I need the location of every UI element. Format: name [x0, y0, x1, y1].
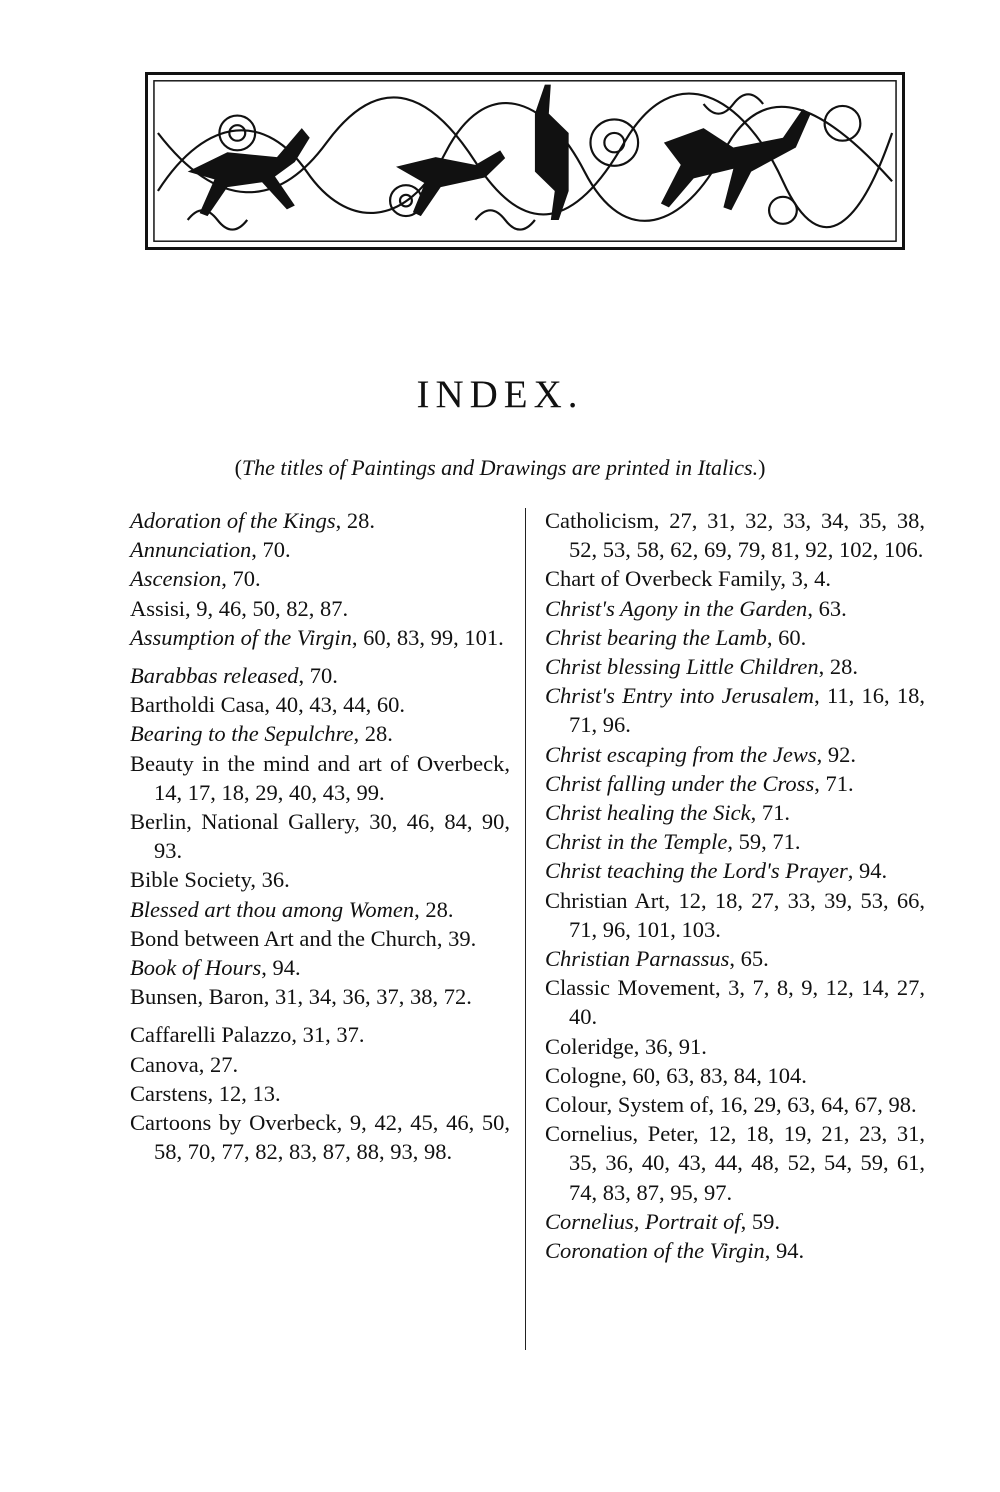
index-entry-pages: , 71. [814, 770, 854, 796]
index-entry [130, 623, 510, 652]
index-entry-title: Bearing to the Sepulchre [130, 721, 354, 747]
index-entry [130, 564, 510, 593]
index-entry [545, 1090, 925, 1119]
index-entry-pages: , 27. [198, 1051, 239, 1077]
page-subtitle [0, 455, 1000, 481]
index-entry-title: Bond between Art and the Church [130, 925, 437, 951]
index-entry-title: Catholicism [545, 508, 654, 533]
page-title: INDEX. [416, 373, 584, 416]
index-entry-pages: , 28. [414, 896, 454, 922]
index-entry-title: Christ healing the Sick [545, 800, 751, 826]
index-entry [130, 719, 510, 748]
index-entry-pages: , 3, 4. [780, 566, 831, 592]
index-entry [545, 681, 925, 739]
index-entry [545, 798, 925, 827]
index-entry [545, 856, 925, 885]
index-entry [130, 594, 510, 623]
index-entry-title: Berlin, National Gallery [130, 809, 355, 835]
index-entry-title: Adoration of the Kings [130, 508, 336, 533]
index-entry-pages: , 70. [251, 537, 291, 563]
index-entry-pages: , 36. [250, 867, 290, 893]
index-entry-pages: , 14, 17, 18, 29, 40, 43, 99. [154, 750, 510, 805]
index-entry-title: Carstens [130, 1080, 208, 1106]
index-entry-pages: , 36, 91. [633, 1033, 707, 1059]
index-entry [130, 982, 510, 1011]
index-entry-pages: , 16, 29, 63, 64, 67, 98. [708, 1092, 917, 1118]
index-entry-pages: , 59. [740, 1208, 781, 1234]
index-entry-pages: , 71. [750, 800, 790, 826]
index-entry [130, 1050, 510, 1079]
index-entry-pages: , 31, 34, 36, 37, 38, 72. [263, 984, 472, 1010]
index-entry-title: Cornelius, Peter [545, 1121, 694, 1147]
index-entry-title: Cartoons by Overbeck [130, 1110, 337, 1136]
index-entry-pages: , 12, 13. [207, 1080, 281, 1106]
index-entry-pages: , 60, 83, 99, 101. [351, 624, 504, 650]
index-entry-title: Bible Society [130, 867, 251, 893]
index-entry [545, 506, 925, 564]
column-divider [525, 508, 526, 1350]
subtitle-open-paren: ( [234, 455, 242, 480]
index-column-right [545, 506, 925, 1265]
index-entry [545, 1032, 925, 1061]
index-entry-pages: , 39. [436, 925, 477, 951]
index-entry-title: Caffarelli Palazzo [130, 1022, 292, 1048]
ornamental-woodcut-banner [145, 72, 905, 250]
index-entry [130, 661, 510, 690]
index-entry-pages: , 3, 7, 8, 9, 12, 14, 27, 40. [569, 975, 925, 1030]
index-entry-title: Ascension [130, 566, 222, 592]
index-entry [130, 1108, 510, 1166]
index-entry [130, 1079, 510, 1108]
index-entry [130, 953, 510, 982]
index-entry [130, 749, 510, 807]
index-entry-pages: , 28. [353, 721, 393, 747]
index-entry-pages: , 94. [764, 1238, 805, 1264]
index-entry-pages: , 30, 46, 84, 90, 93. [154, 809, 510, 864]
index-entry-pages: , 70. [298, 663, 338, 689]
index-entry-pages: , 40, 43, 44, 60. [264, 692, 405, 718]
index-entry-pages: , 65. [729, 946, 769, 972]
foliage-and-animals-illustration [148, 75, 902, 247]
index-entry-pages: , 94. [261, 955, 301, 981]
index-entry [545, 1119, 925, 1207]
index-entry-pages: , 28. [818, 654, 858, 680]
index-entry [130, 807, 510, 865]
index-entry [545, 623, 925, 652]
index-entry-title: Christ blessing Little Children [545, 654, 819, 680]
index-entry-pages: , 12, 18, 19, 21, 23, 31, 35, 36, 40, 43, 44, 48, 52, 54, 59, 61, 74, 83, 87, 95, 97. [569, 1121, 925, 1205]
index-entry [130, 895, 510, 924]
index-entry-title: Annunciation [130, 537, 252, 563]
index-entry-title: Coleridge [545, 1033, 634, 1059]
index-entry-title: Christian Art [545, 887, 665, 913]
index-entry-pages: , 92. [816, 741, 857, 767]
subtitle-close-paren: ) [758, 455, 766, 480]
index-entry [130, 690, 510, 719]
index-entry-title: Canova [130, 1051, 199, 1077]
index-entry-title: Chart of Overbeck Family [545, 566, 781, 592]
index-entry-pages: , 12, 18, 27, 33, 39, 53, 66, 71, 96, 101, 103. [569, 887, 925, 942]
index-entry [545, 1236, 925, 1265]
index-entry-title: Christ bearing the Lamb [545, 624, 767, 650]
index-entry-title: Coronation of the Virgin [545, 1238, 765, 1264]
index-entry-title: Assumption of the Virgin [130, 624, 352, 650]
index-entry [130, 865, 510, 894]
index-entry-pages: , 9, 46, 50, 82, 87. [185, 595, 349, 621]
index-entry-title: Christ escaping from the Jews [545, 741, 817, 767]
index-entry-pages: , 9, 42, 45, 46, 50, 58, 70, 77, 82, 83, 87, 88, 93, 98. [154, 1110, 511, 1165]
index-entry-title: Bartholdi Casa [130, 692, 265, 718]
index-entry-title: Christ in the Temple [545, 829, 728, 855]
index-column-left [130, 506, 510, 1166]
index-entry [130, 506, 510, 535]
subtitle-text: The titles of Paintings and Drawings are printed in Italics. [241, 455, 759, 480]
index-entry [545, 827, 925, 856]
index-entry [545, 1207, 925, 1236]
index-entry-title: Book of Hours [130, 955, 262, 981]
index-entry [130, 535, 510, 564]
index-entry [545, 1061, 925, 1090]
index-entry-title: Christ teaching the Lord's Prayer [545, 858, 848, 884]
index-entry-title: Bunsen, Baron [130, 984, 264, 1010]
index-entry-title: Assisi [130, 595, 186, 621]
index-entry [545, 944, 925, 973]
index-entry-title: Christ's Agony in the Garden [545, 595, 808, 621]
index-entry-pages: , 27, 31, 32, 33, 34, 35, 38, 52, 53, 58, 62, 69, 79, 81, 92, 102, 106. [569, 508, 925, 563]
index-entry-title: Beauty in the mind and art of Overbeck [130, 750, 505, 776]
index-entry [545, 594, 925, 623]
index-entry-pages: , 28. [335, 508, 376, 533]
index-entry-title: Blessed art thou among Women [130, 896, 415, 922]
index-entry-title: Christ's Entry into Jerusalem [545, 683, 815, 709]
index-entry-title: Barabbas released [130, 663, 299, 689]
index-entry-title: Christ falling under the Cross [545, 770, 815, 796]
index-entry [545, 652, 925, 681]
index-entry [545, 886, 925, 944]
index-entry [130, 924, 510, 953]
index-entry [130, 1020, 510, 1049]
index-entry-pages: , 60. [766, 624, 807, 650]
index-entry-title: Classic Movement [545, 975, 715, 1001]
index-entry-title: Cologne [545, 1062, 622, 1088]
index-entry [545, 740, 925, 769]
index-entry-pages: , 31, 37. [291, 1022, 365, 1048]
index-entry-pages: , 59, 71. [727, 829, 801, 855]
index-entry-pages: , 94. [847, 858, 888, 884]
index-entry-title: Colour, System of [545, 1092, 709, 1118]
index-entry-title: Christian Parnassus [545, 946, 730, 972]
index-entry-pages: , 11, 16, 18, 71, 96. [569, 683, 925, 738]
index-entry [545, 564, 925, 593]
index-entry-pages: , 63. [807, 595, 847, 621]
index-entry-pages: , 60, 63, 83, 84, 104. [621, 1062, 807, 1088]
index-entry-title: Cornelius, Portrait of [545, 1208, 741, 1234]
index-entry-pages: , 70. [221, 566, 261, 592]
index-entry [545, 769, 925, 798]
index-entry [545, 973, 925, 1031]
